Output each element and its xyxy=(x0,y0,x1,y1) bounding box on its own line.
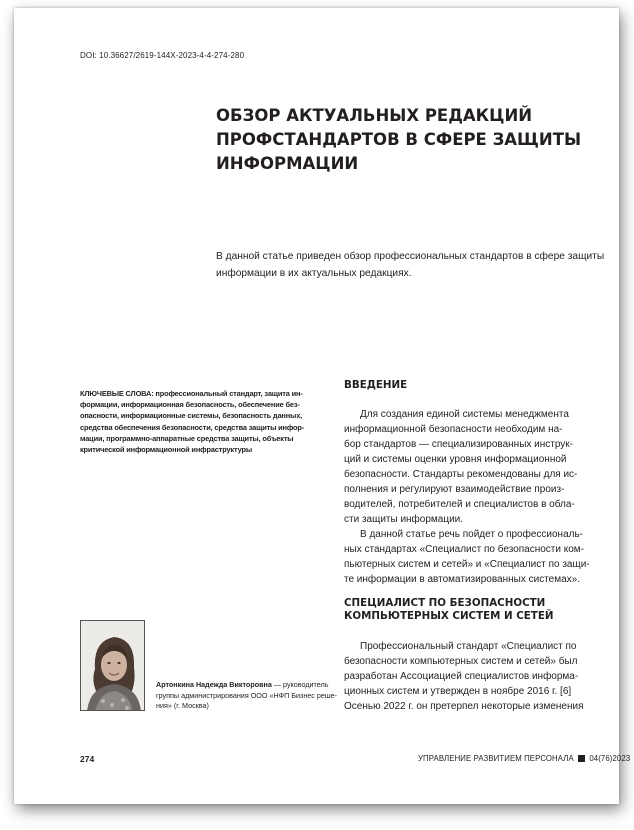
intro-line: водителей, потребителей и специалистов в обла- xyxy=(344,499,575,510)
section2-text xyxy=(344,639,604,714)
abstract xyxy=(216,248,605,282)
page-number: 274 xyxy=(80,754,95,764)
keywords-line: формации, информационная безопасность, обеспечение без- xyxy=(80,400,300,410)
title-line: ИНФОРМАЦИИ xyxy=(216,154,359,173)
intro-line: безопасности. Стандарты рекомендованы для ис- xyxy=(344,469,578,480)
journal-page xyxy=(14,8,631,804)
section2-line: Профессиональный стандарт «Специалист по xyxy=(360,641,577,652)
intro-line: те информации в автоматизированных системах». xyxy=(344,574,580,585)
author-role: ния» (г. Москва) xyxy=(156,701,209,710)
author-photo xyxy=(80,620,145,711)
intro-line: полнения и регулируют взаимодействие произ- xyxy=(344,484,565,495)
title-line: ОБЗОР АКТУАЛЬНЫХ РЕДАКЦИЙ xyxy=(216,106,533,125)
intro-line: сти защиты информации. xyxy=(344,514,464,525)
journal-footer xyxy=(418,754,630,763)
article-title xyxy=(216,104,582,176)
intro-heading xyxy=(344,379,594,392)
intro-line: информационной безопасности необходим на- xyxy=(344,424,563,435)
keywords-line: средства обеспечения безопасности, средства защиты инфор- xyxy=(80,422,305,432)
intro-line: бор стандартов — специализированных инструк- xyxy=(344,439,573,450)
journal-issue: 04(76)2023 xyxy=(589,754,631,763)
section2-line: ционных систем и утвержден в ноябре 2016 г. [6] xyxy=(344,686,572,697)
square-separator-icon xyxy=(578,755,585,762)
section2-line: Осенью 2022 г. он претерпел некоторые изменения xyxy=(344,701,584,712)
intro-line: ных стандартах «Специалист по безопасности ком- xyxy=(344,544,585,555)
keywords-line: критической информационной инфраструктуры xyxy=(80,445,253,455)
author-info xyxy=(156,680,338,712)
author-name: Артонкина Надежда Викторовна xyxy=(156,680,272,689)
section2-line: разработан Ассоциацией специалистов информа- xyxy=(344,671,579,682)
author-portrait-image xyxy=(81,621,145,711)
intro-line: Для создания единой системы менеджмента xyxy=(360,409,569,420)
intro-line: ций и системы оценки уровня информационной xyxy=(344,454,567,465)
section2-heading-line: СПЕЦИАЛИСТ ПО БЕЗОПАСНОСТИ xyxy=(344,597,546,609)
intro-text xyxy=(344,407,604,587)
journal-name: УПРАВЛЕНИЕ РАЗВИТИЕМ ПЕРСОНАЛА xyxy=(418,754,574,763)
keywords-block xyxy=(80,388,330,455)
intro-line: В данной статье речь пойдет о профессиональ- xyxy=(360,529,584,540)
intro-line: пьютерных систем и сетей» и «Специалист по защи- xyxy=(344,559,590,570)
abstract-line: В данной статье приведен обзор профессиональных стандартов в сфере защиты xyxy=(216,251,605,262)
section2-heading-line: КОМПЬЮТЕРНЫХ СИСТЕМ И СЕТЕЙ xyxy=(344,610,554,622)
doi-line: DOI: 10.36627/2619-144X-2023-4-4-274-280 xyxy=(80,51,245,60)
keywords-line: КЛЮЧЕВЫЕ СЛОВА: профессиональный стандарт, защита ин- xyxy=(80,389,303,398)
abstract-line: информации в их актуальных редакциях. xyxy=(216,268,412,279)
intro-heading-text: ВВЕДЕНИЕ xyxy=(344,379,408,391)
section2-line: безопасности компьютерных систем и сетей» был xyxy=(344,656,578,667)
section2-heading xyxy=(344,597,594,623)
keywords-line: опасности, информационные системы, безопасность данных, xyxy=(80,411,303,421)
keywords-line: мации, программно-аппаратные средства защиты, объекты xyxy=(80,433,294,443)
author-role: — руководитель xyxy=(271,680,329,689)
author-role: группы администрирования ООО «НФП Бизнес реше- xyxy=(156,690,338,700)
title-line: ПРОФСТАНДАРТОВ В СФЕРЕ ЗАЩИТЫ xyxy=(216,130,582,149)
